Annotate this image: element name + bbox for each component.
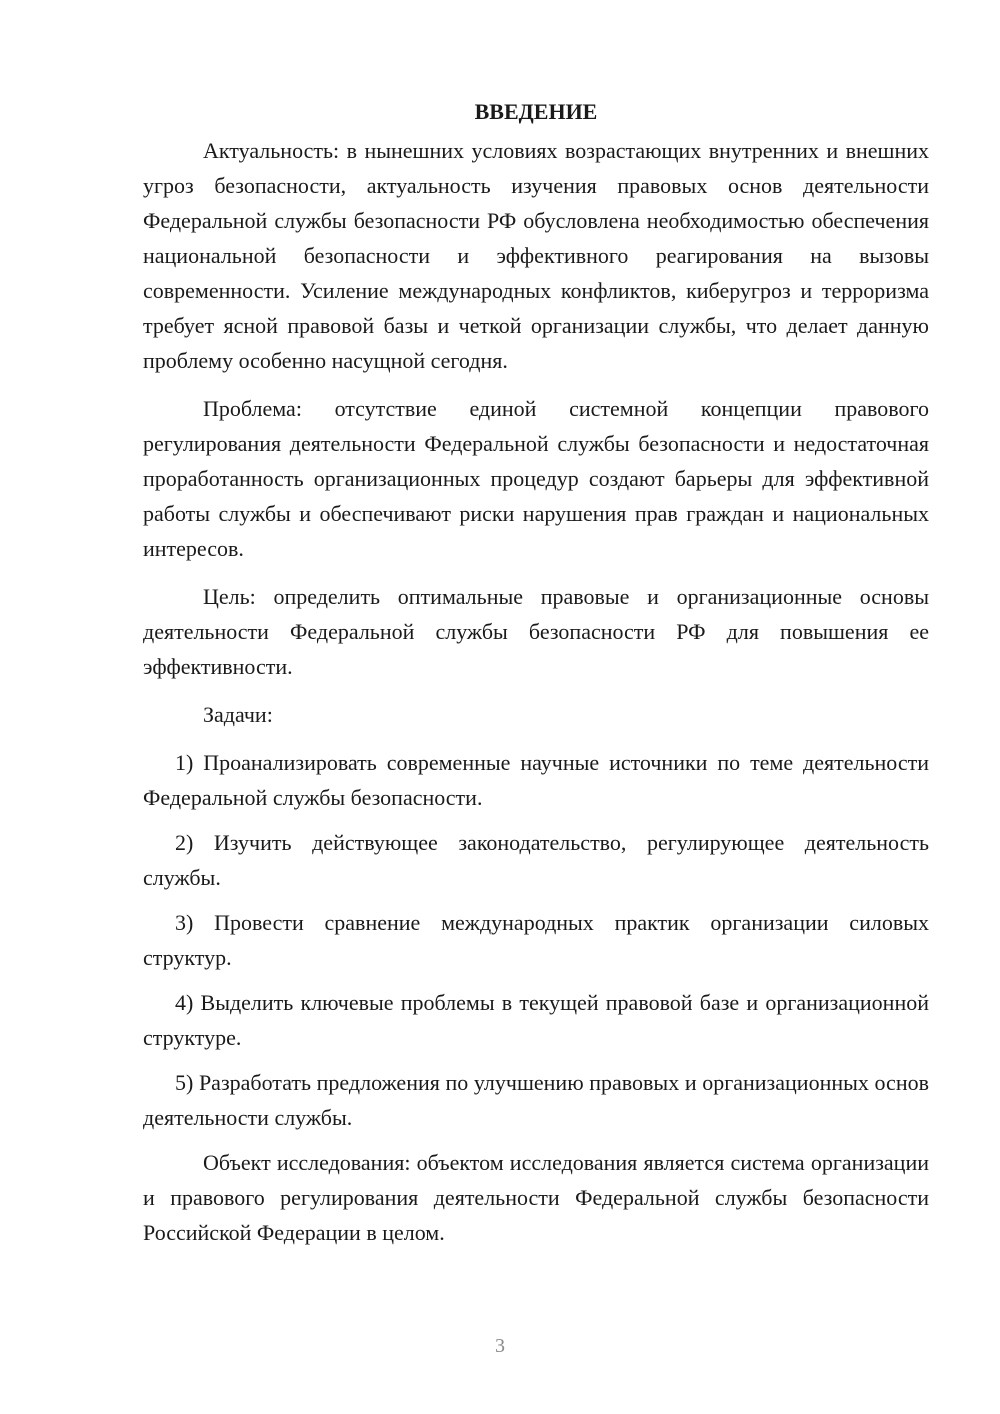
task-item-3: 3) Провести сравнение международных практик организации силовых структур. [143,910,929,970]
task-item-4: 4) Выделить ключевые проблемы в текущей правовой базе и организационной структуре. [143,990,929,1050]
research-object-paragraph: Объект исследования: объектом исследования является система организации и правового регулирования деятельности Федеральной службы безопасности Российской Федерации в целом. [143,1150,929,1245]
section-title: ВВЕДЕНИЕ [474,99,598,124]
page-number: 3 [495,1335,505,1357]
problem-paragraph: Проблема: отсутствие единой системной концепции правового регулирования деятельности Федеральной службы безопасности и недостаточная проработанность организационных процедур создают барьеры для эффективной работы службы и обеспечивают риски нарушения прав граждан и национальных интересов. [143,396,929,561]
tasks-heading: Задачи: [203,702,273,727]
task-item-2: 2) Изучить действующее законодательство, регулирующее деятельность службы. [143,830,929,890]
task-item-5: 5) Разработать предложения по улучшению правовых и организационных основ деятельности службы. [143,1070,929,1130]
task-item-1: 1) Проанализировать современные научные источники по теме деятельности Федеральной службы безопасности. [143,750,929,810]
relevance-paragraph: Актуальность: в нынешних условиях возрастающих внутренних и внешних угроз безопасности, актуальность изучения правовых основ деятельности Федеральной службы безопасности РФ обусловлена необходимостью обеспечения национальной безопасности и эффективного реагирования на вызовы современности. Усиление международных конфликтов, киберугроз и терроризма требует ясной правовой базы и четкой организации службы, что делает данную проблему особенно насущной сегодня. [143,138,929,373]
page-content [143,94,929,1263]
goal-paragraph: Цель: определить оптимальные правовые и организационные основы деятельности Федеральной службы безопасности РФ для повышения ее эффективности. [143,584,929,679]
